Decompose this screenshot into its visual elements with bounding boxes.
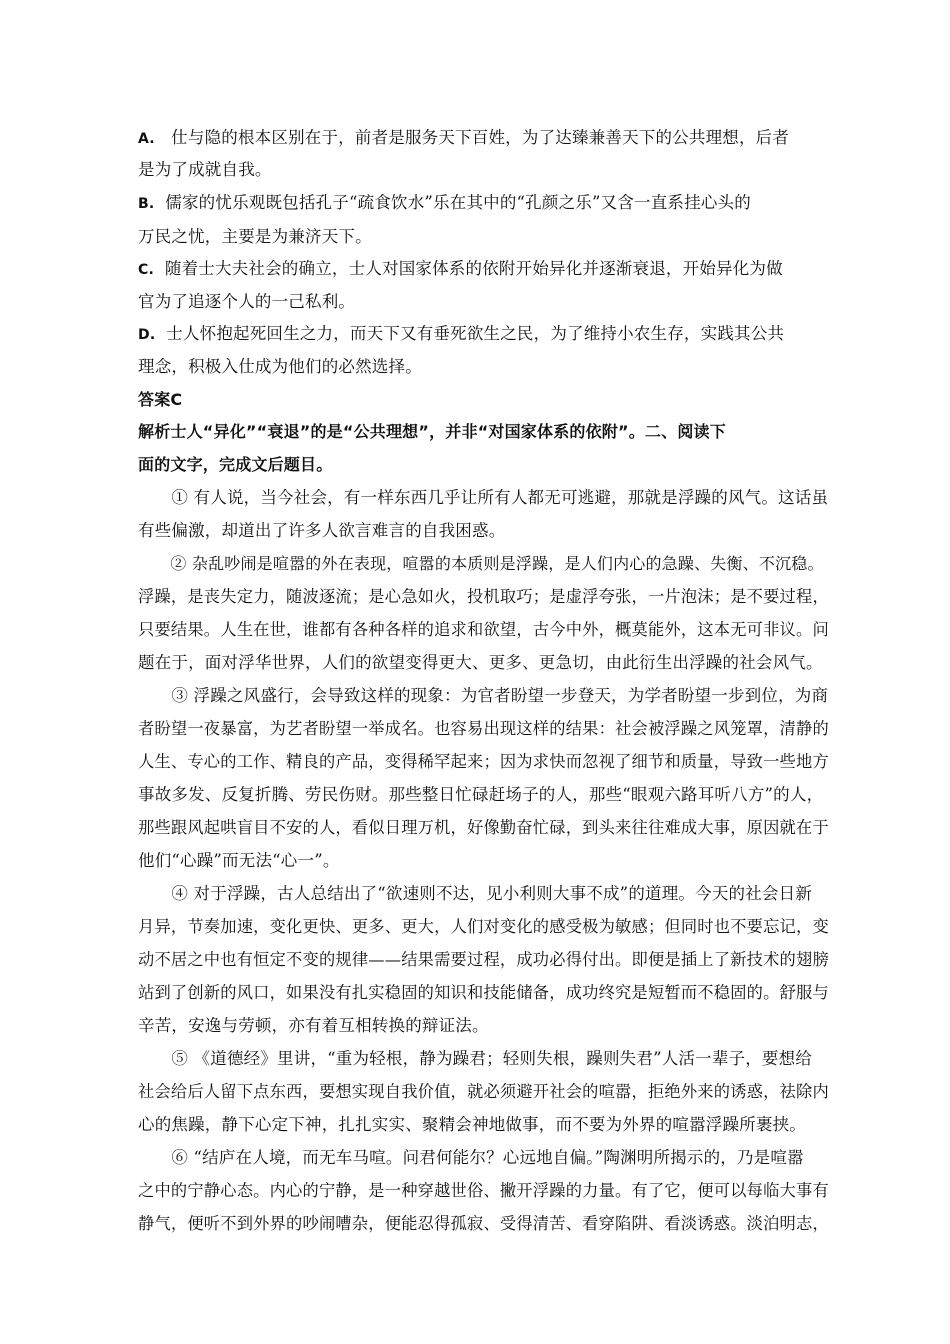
option-d-line-1	[138, 323, 784, 346]
option-a-line-2: 是为了成就自我。	[138, 160, 272, 179]
passage-line: 站到了创新的风口，如果没有扎实稳固的知识和技能储备，成功终究是短暂而不稳固的。舒服与	[138, 983, 829, 1002]
option-b-text-1: 儒家的忧乐观既包括孔子“疏食饮水”乐在其中的“孔颜之乐”又含一直系挂心头的	[165, 193, 751, 212]
answer-label: 答案	[138, 390, 171, 409]
passage-line: 浮躁，是丧失定力，随波逐流；是心急如火，投机取巧；是虚浮夸张，一片泡沫；是不要过程，	[138, 587, 829, 606]
option-b-line-2: 万民之忧，主要是为兼济天下。	[138, 227, 372, 246]
option-d-text-1: 士人怀抱起死回生之力，而天下又有垂死欲生之民，为了维持小农生存，实践其公共	[166, 324, 785, 343]
option-c-text-1: 随着士大夫社会的确立，士人对国家体系的依附开始异化并逐渐衰退，开始异化为做	[164, 259, 783, 278]
passage-line: ③ 浮躁之风盛行，会导致这样的现象：为官者盼望一步登天，为学者盼望一步到位，为商	[138, 686, 829, 705]
passage-line: 月异，节奏加速，变化更快、更多、更大，人们对变化的感受极为敏感；但同时也不要忘记，变	[138, 917, 829, 936]
option-c-line-2: 官为了追逐个人的一己私利。	[138, 292, 356, 311]
passage-line: ⑤ 《道德经》里讲，“重为轻根，静为躁君；轻则失根，躁则失君”人活一辈子，要想给	[138, 1049, 813, 1068]
analysis-line-1: 解析士人“异化”“衰退”的是“公共理想”，并非“对国家体系的依附”。二、阅读下	[138, 422, 726, 441]
option-d-letter: D.	[138, 327, 156, 343]
passage-line: 他们“心躁”而无法“心一”。	[138, 851, 340, 870]
option-c-letter: C.	[138, 262, 154, 278]
option-d-line-2: 理念，积极入仕成为他们的必然选择。	[138, 357, 422, 376]
analysis-line-2: 面的文字，完成文后题目。	[138, 455, 333, 474]
passage-line: 动不居之中也有恒定不变的规律——结果需要过程，成功必得付出。即便是插上了新技术的翅膀	[138, 950, 829, 969]
option-c-line-1	[138, 258, 783, 281]
passage-line: 辛苦，安逸与劳顿，亦有着互相转换的辩证法。	[138, 1016, 489, 1035]
passage-line: 静气，便听不到外界的吵闹嘈杂，便能忍得孤寂、受得清苦、看穿陷阱、看淡诱惑。淡泊明志，	[138, 1214, 829, 1233]
passage-line: ④ 对于浮躁，古人总结出了“欲速则不达，见小利则大事不成”的道理。今天的社会日新	[138, 884, 813, 903]
passage-line: 心的焦躁，静下心定下神，扎扎实实、聚精会神地做事，而不要为外界的喧嚣浮躁所裹挟。	[138, 1115, 806, 1134]
passage-line: 之中的宁静心态。内心的宁静，是一种穿越世俗、撇开浮躁的力量。有了它，便可以每临大事有	[138, 1181, 829, 1200]
option-b-letter: B.	[138, 196, 155, 212]
passage-line: 人生、专心的工作、精良的产品，变得稀罕起来；因为求快而忽视了细节和质量，导致一些地方	[138, 752, 829, 771]
passage-line: ② 杂乱吵闹是喧嚣的外在表现，喧嚣的本质则是浮躁，是人们内心的急躁、失衡、不沉稳。	[138, 554, 824, 573]
answer-value: C	[170, 390, 183, 409]
option-a-letter: A.	[138, 131, 155, 147]
passage-line: 社会给后人留下点东西，要想实现自我价值，就必须避开社会的喧嚣，拒绝外来的诱惑，祛除内	[138, 1082, 829, 1101]
passage-line: 者盼望一夜暴富，为艺者盼望一举成名。也容易出现这样的结果：社会被浮躁之风笼罩，清静的	[138, 719, 829, 738]
passage-line: 事故多发、反复折腾、劳民伤财。那些整日忙碌赶场子的人，那些“眼观六路耳听八方”的人，	[138, 785, 824, 804]
option-a-text-1: 仕与隐的根本区别在于，前者是服务天下百姓，为了达臻兼善天下的公共理想，后者	[171, 128, 790, 147]
option-b-line-1	[138, 192, 751, 215]
passage-line: ⑥ “结庐在人境，而无车马喧。问君何能尔？心远地自偏。”陶渊明所揭示的，乃是喧嚣	[138, 1148, 804, 1167]
passage-line: 那些跟风起哄盲目不安的人，看似日理万机，好像勤奋忙碌，到头来往往难成大事，原因就在于	[138, 818, 829, 837]
passage-line: ① 有人说，当今社会，有一样东西几乎让所有人都无可逃避，那就是浮躁的风气。这话虽	[138, 488, 829, 507]
passage-line: 题在于，面对浮华世界，人们的欲望变得更大、更多、更急切，由此衍生出浮躁的社会风气。	[138, 653, 823, 672]
option-a-line-1	[138, 127, 789, 150]
passage-line: 只要结果。人生在世，谁都有各种各样的追求和欲望，古今中外，概莫能外，这本无可非议。问	[138, 620, 829, 639]
answer-line	[138, 389, 182, 411]
passage-line: 有些偏激，却道出了许多人欲言难言的自我困惑。	[138, 521, 506, 540]
